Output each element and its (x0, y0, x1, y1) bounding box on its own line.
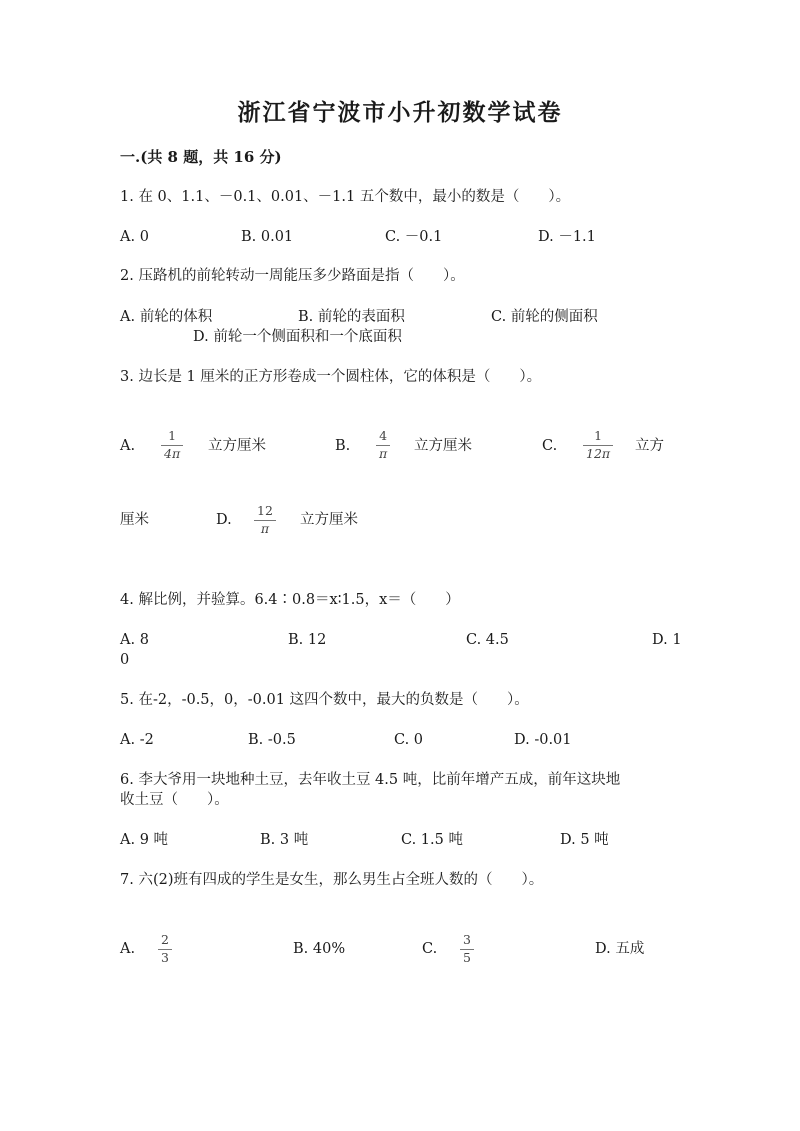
q3-option-b-label[interactable]: B. (335, 438, 351, 454)
q3-option-c-fraction (583, 430, 613, 460)
fraction-denominator: 3 (161, 949, 169, 965)
q2-option-c[interactable]: C. 前轮的侧面积 (491, 309, 598, 325)
q7-option-a-fraction (158, 934, 172, 964)
fraction-numerator: 4 (379, 428, 388, 443)
q7-option-d[interactable]: D. 五成 (595, 941, 645, 957)
fraction-denominator: 5 (463, 949, 471, 965)
q5-option-b[interactable]: B. -0.5 (248, 732, 296, 748)
q4-option-c[interactable]: C. 4.5 (466, 632, 509, 648)
q3-option-b-fraction (376, 430, 390, 460)
q5-option-c[interactable]: C. 0 (394, 732, 424, 748)
q4-option-d-wrap: 0 (120, 652, 130, 668)
fraction-denominator: π (260, 520, 270, 536)
q7-option-c-fraction (460, 934, 474, 964)
q1-option-b[interactable]: B. 0.01 (241, 229, 294, 245)
question-3-text: 3. 边长是 1 厘米的正方形卷成一个圆柱体，它的体积是（ ）。 (120, 369, 542, 385)
q5-option-a[interactable]: A. -2 (120, 732, 154, 748)
question-7-text: 7. 六(2)班有四成的学生是女生，那么男生占全班人数的（ ）。 (120, 872, 544, 888)
q5-option-d[interactable]: D. -0.01 (514, 732, 572, 748)
q1-option-a[interactable]: A. 0 (120, 229, 149, 245)
fraction-numerator: 12 (257, 503, 273, 518)
fraction-numerator: 1 (594, 428, 603, 443)
q2-option-d[interactable]: D. 前轮一个侧面积和一个底面积 (193, 329, 402, 345)
q6-option-b[interactable]: B. 3 吨 (260, 832, 309, 848)
fraction-numerator: 2 (161, 932, 169, 947)
q3-option-a-label[interactable]: A. (120, 438, 136, 454)
q3-option-d-unit: 立方厘米 (300, 512, 358, 528)
q1-option-c[interactable]: C. －0.1 (385, 229, 443, 245)
q1-option-d[interactable]: D. －1.1 (538, 229, 596, 245)
page-title: 浙江省宁波市小升初数学试卷 (237, 99, 563, 126)
section-heading: 一.(共 8 题，共 16 分) (120, 148, 282, 166)
fraction-denominator: 4π (164, 445, 181, 461)
fraction-numerator: 3 (463, 932, 471, 947)
question-4-text: 4. 解比例，并验算。6.4∶0.8＝x∶1.5，x＝（ ） (120, 592, 460, 608)
fraction-denominator: π (379, 445, 388, 461)
q6-option-a[interactable]: A. 9 吨 (120, 832, 169, 848)
q3-option-c-unit-part2: 厘米 (120, 512, 149, 528)
q3-option-a-unit: 立方厘米 (208, 438, 266, 454)
q7-option-c-label[interactable]: C. (422, 941, 438, 957)
q3-option-d-label[interactable]: D. (216, 512, 232, 528)
q7-option-b[interactable]: B. 40% (293, 941, 346, 957)
q3-option-c-unit-part1: 立方 (635, 438, 664, 454)
q3-option-c-label[interactable]: C. (542, 438, 558, 454)
question-5-text: 5. 在-2，-0.5，0，-0.01 这四个数中，最大的负数是（ ）。 (120, 692, 529, 708)
fraction-denominator: 12π (586, 445, 611, 461)
question-2-text: 2. 压路机的前轮转动一周能压多少路面是指（ ）。 (120, 268, 465, 284)
question-1-text: 1. 在 0、1.1、－0.1、0.01、－1.1 五个数中，最小的数是（ ）。 (120, 189, 571, 205)
q7-option-a-label[interactable]: A. (120, 941, 136, 957)
q2-option-b[interactable]: B. 前轮的表面积 (298, 309, 405, 325)
q6-option-c[interactable]: C. 1.5 吨 (401, 832, 463, 848)
q6-option-d[interactable]: D. 5 吨 (560, 832, 609, 848)
q2-option-a[interactable]: A. 前轮的体积 (120, 309, 213, 325)
q3-option-d-fraction (254, 505, 276, 535)
q4-option-d[interactable]: D. 1 (652, 632, 682, 648)
question-6-text-line1: 6. 李大爷用一块地种土豆，去年收土豆 4.5 吨，比前年增产五成，前年这块地 (120, 772, 621, 788)
q3-option-a-fraction (161, 430, 183, 460)
q4-option-b[interactable]: B. 12 (288, 632, 327, 648)
fraction-numerator: 1 (168, 428, 177, 443)
q4-option-a[interactable]: A. 8 (120, 632, 149, 648)
question-6-text-line2: 收土豆（ ）。 (120, 792, 229, 808)
q3-option-b-unit: 立方厘米 (414, 438, 472, 454)
